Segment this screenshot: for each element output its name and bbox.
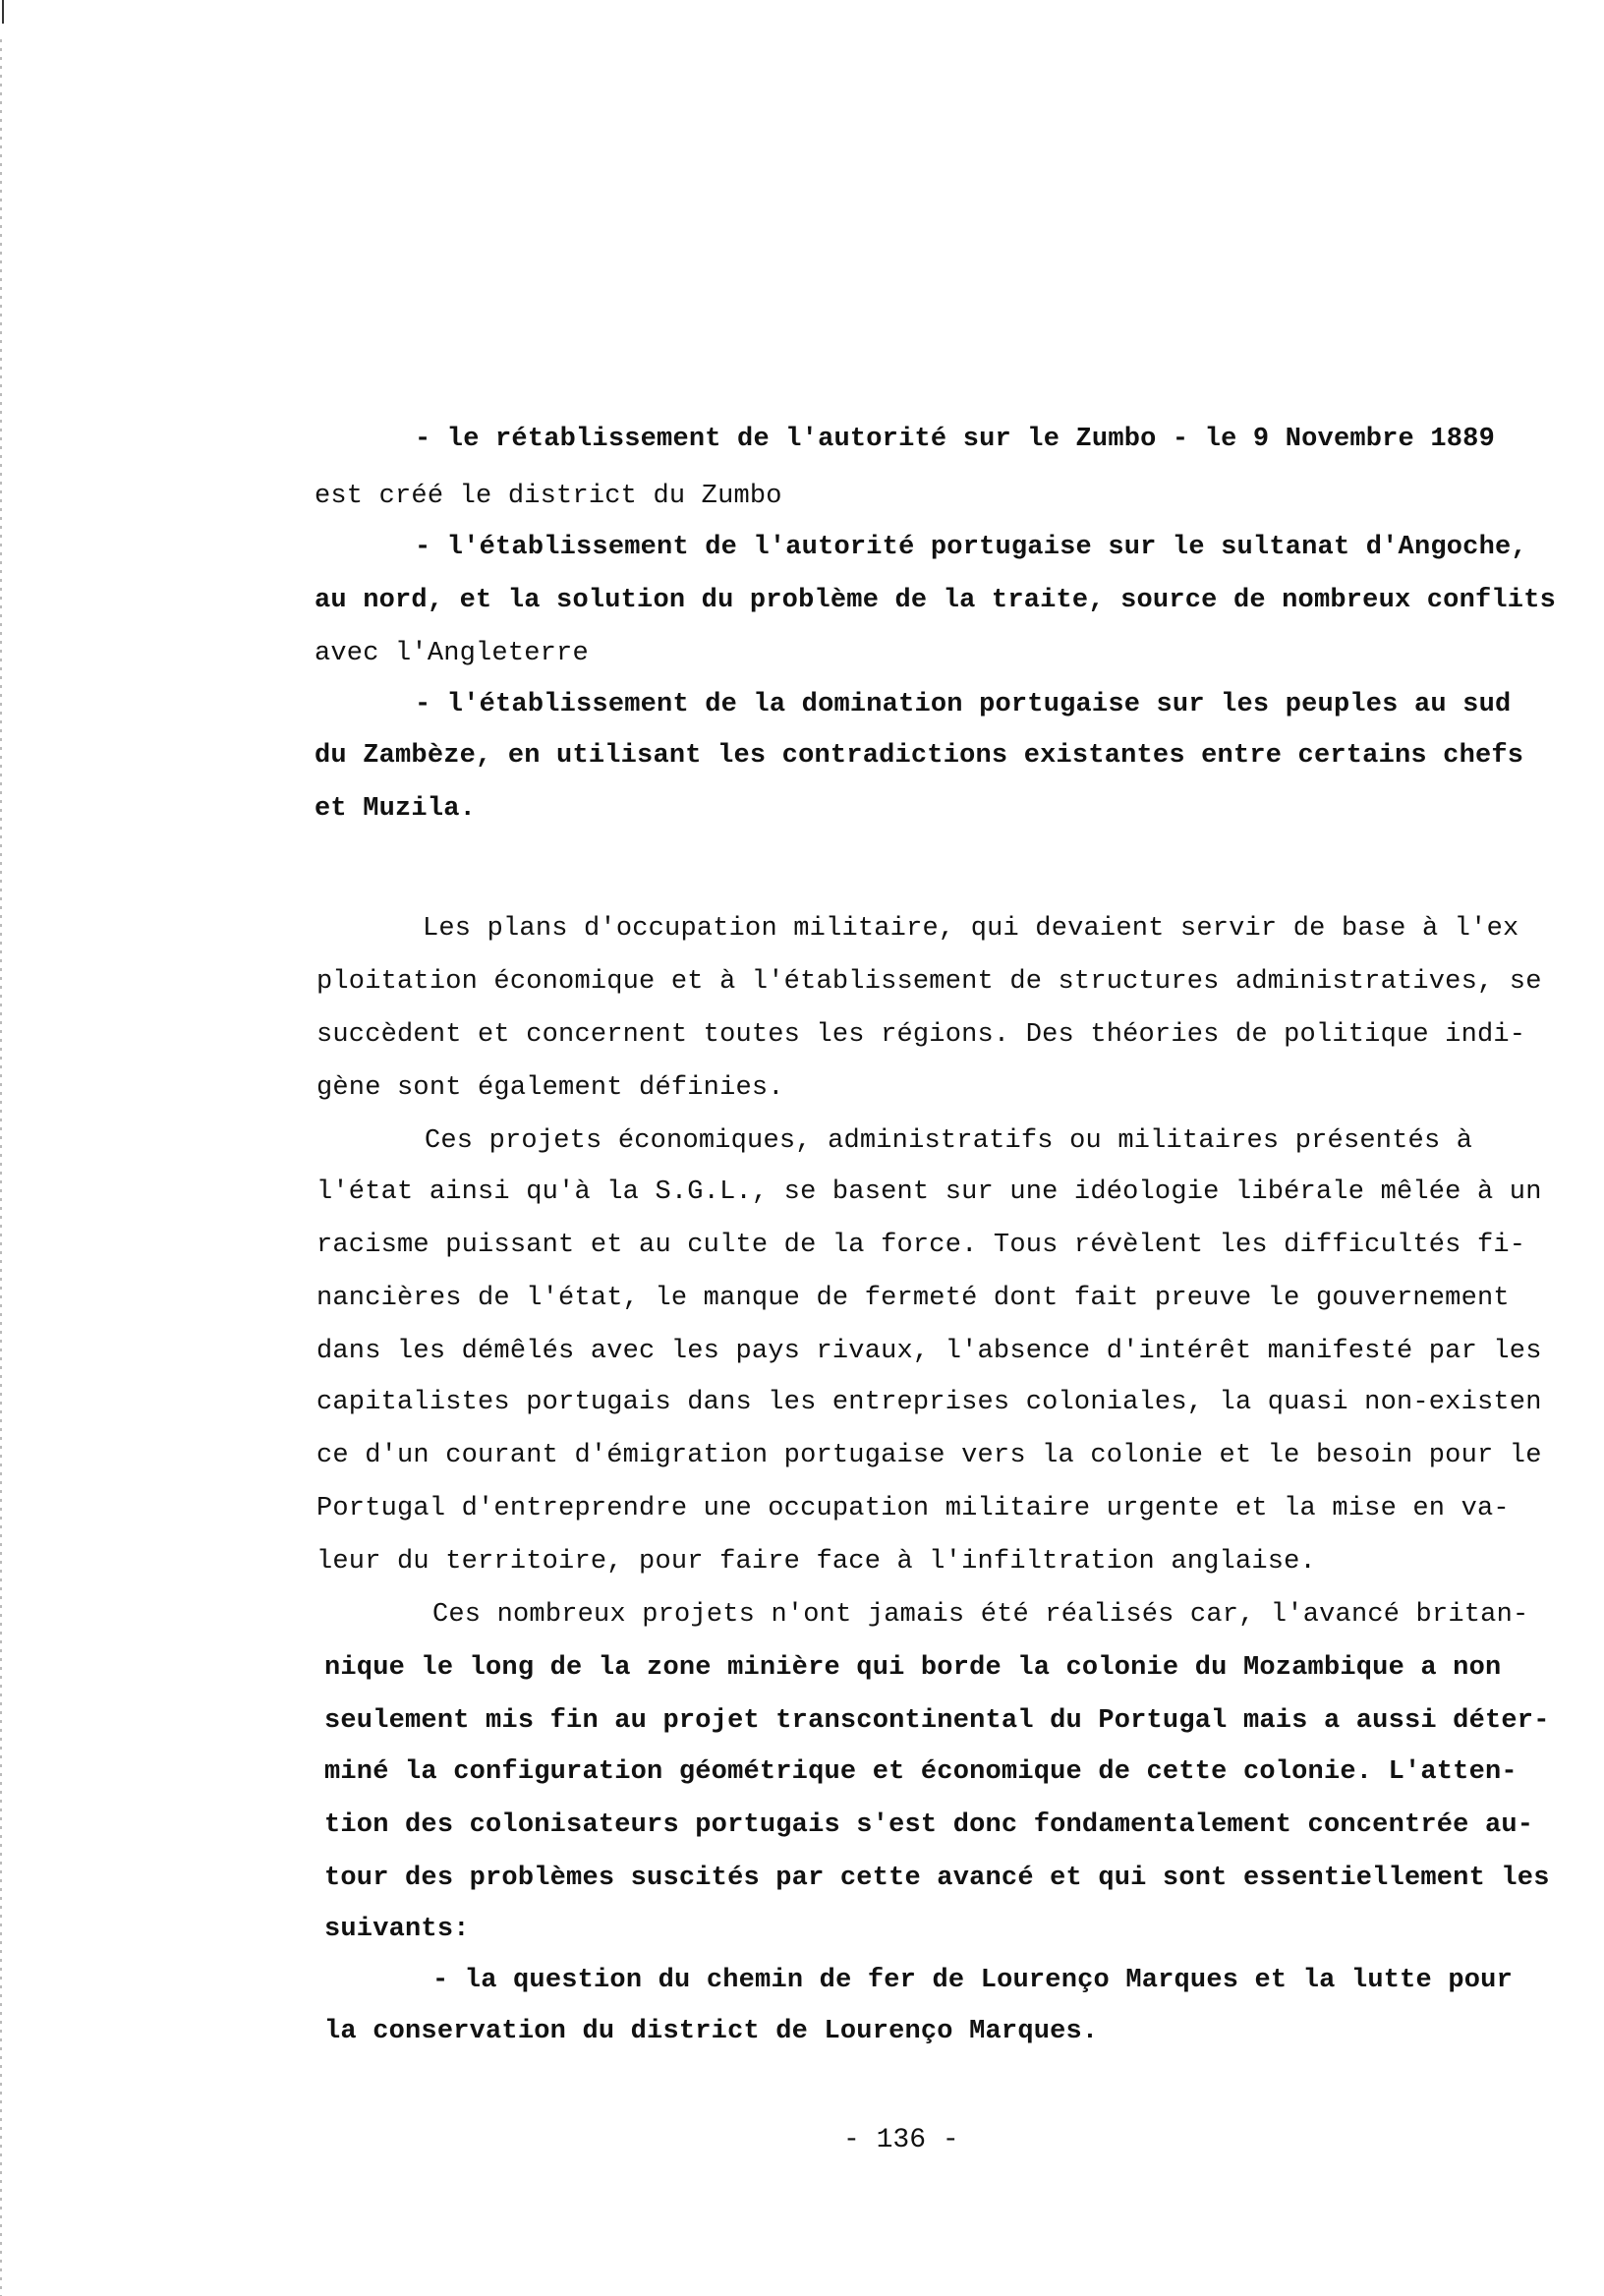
text-line: gène sont également définies. [316,1073,784,1103]
text-line: - l'établissement de l'autorité portugaise sur le sultanat d'Angoche, [415,533,1527,562]
text-line: Les plans d'occupation militaire, qui devaient servir de base à l'ex [423,914,1519,944]
text-line: - l'établissement de la domination portugaise sur les peuples au sud [415,690,1512,719]
text-line: miné la configuration géométrique et économique de cette colonie. L'atten- [324,1757,1518,1787]
text-line: la conservation du district de Lourenço Marques. [324,2017,1099,2046]
text-line: Ces projets économiques, administratifs ou militaires présentés à [425,1126,1473,1156]
scan-edge-mark [2,0,4,24]
text-line: capitalistes portugais dans les entreprises coloniales, la quasi non-existen [316,1388,1542,1417]
text-line: Ces nombreux projets n'ont jamais été réalisés car, l'avancé britan- [432,1600,1529,1630]
text-line: avec l'Angleterre [315,639,589,668]
text-line: nique le long de la zone minière qui borde la colonie du Mozambique a non [324,1653,1502,1683]
text-line: dans les démêlés avec les pays rivaux, l'absence d'intérêt manifesté par les [316,1337,1542,1366]
text-line: tion des colonisateurs portugais s'est donc fondamentalement concentrée au- [324,1810,1534,1840]
text-line: est créé le district du Zumbo [315,482,782,511]
text-line: tour des problèmes suscités par cette avancé et qui sont essentiellement les [324,1864,1550,1893]
text-line: ce d'un courant d'émigration portugaise vers la colonie et le besoin pour le [316,1441,1542,1470]
text-line: racisme puissant et au culte de la force. Tous révèlent les difficultés fi- [316,1231,1526,1260]
text-line: seulement mis fin au projet transcontinental du Portugal mais a aussi déter- [324,1706,1550,1736]
text-line: ploitation économique et à l'établissement de structures administratives, se [316,967,1542,997]
text-line: - le rétablissement de l'autorité sur le Zumbo - le 9 Novembre 1889 [415,425,1495,454]
text-line: leur du territoire, pour faire face à l'infiltration anglaise. [316,1547,1316,1577]
text-line: et Muzila. [315,794,477,824]
text-line: au nord, et la solution du problème de la traite, source de nombreux conflits [315,586,1557,615]
text-line: l'état ainsi qu'à la S.G.L., se basent sur une idéologie libérale mêlée à un [316,1177,1542,1207]
text-line: succèdent et concernent toutes les régions. Des théories de politique indi- [316,1020,1526,1050]
text-line: du Zambèze, en utilisant les contradictions existantes entre certains chefs [315,741,1524,771]
page-number: - 136 - [843,2125,959,2155]
text-line: suivants: [324,1915,470,1944]
text-line: nancières de l'état, le manque de fermeté dont fait preuve le gouvernement [316,1284,1510,1313]
text-line: - la question du chemin de fer de Lourenço Marques et la lutte pour [432,1966,1513,1995]
text-line: Portugal d'entreprendre une occupation militaire urgente et la mise en va- [316,1494,1510,1523]
scan-left-border [0,39,2,2296]
